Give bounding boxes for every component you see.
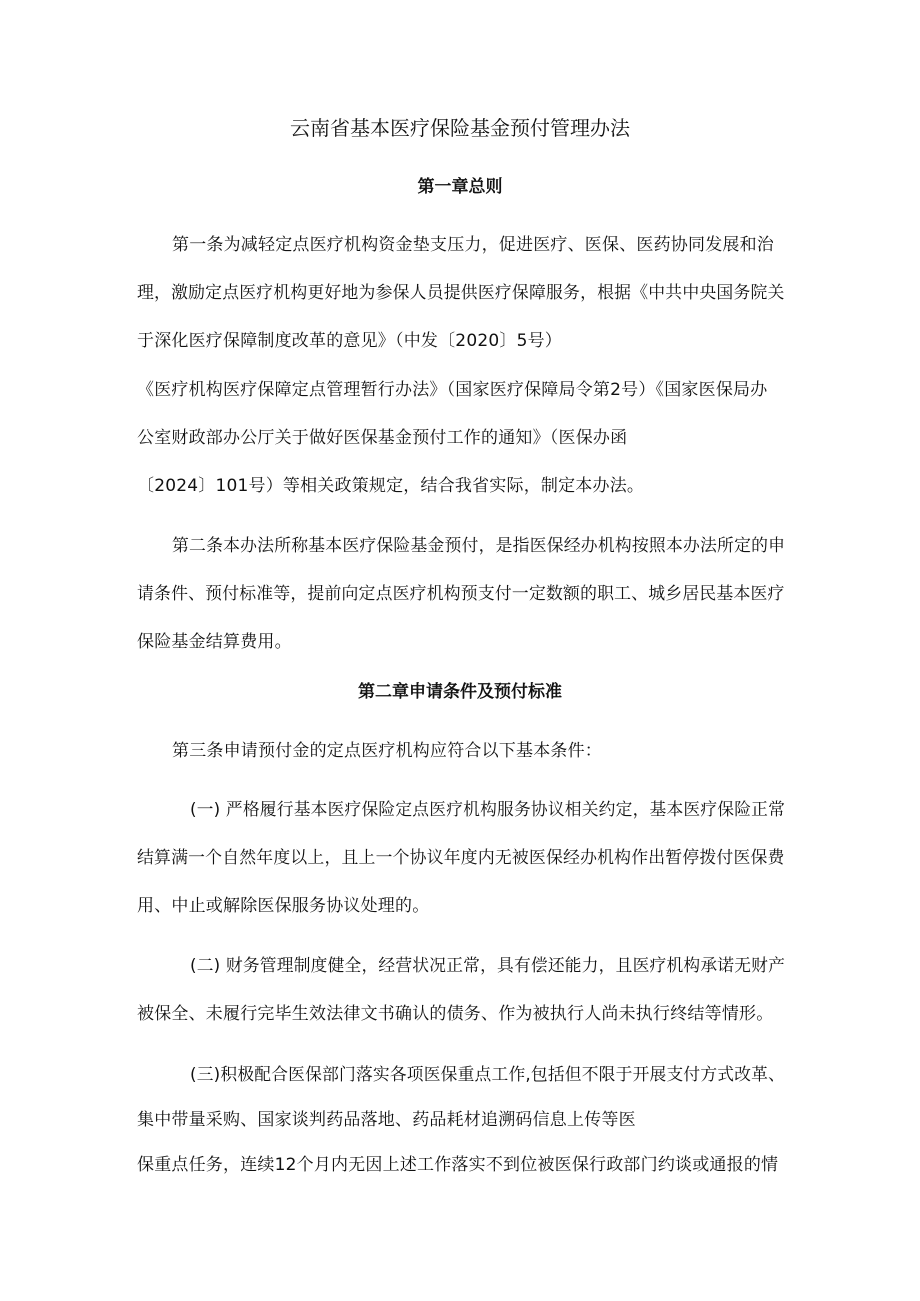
article-2-line: 保险基金结算费用。 [137,632,292,652]
article-1-line: 理，激励定点医疗机构更好地为参保人员提供医疗保障服务，根据《中共中央国务院关 [137,283,785,303]
article-2-line: 请条件、预付标准等，提前向定点医疗机构预支付一定数额的职工、城乡居民基本医疗 [137,584,785,604]
item-1-line: 用、中止或解除医保服务协议处理的。 [137,896,430,916]
article-1-line: 公室财政部办公厅关于做好医保基金预付工作的通知》（医保办函 [137,428,628,448]
article-2-line: 第二条本办法所称基本医疗保险基金预付，是指医保经办机构按照本办法所定的申 [172,536,786,556]
item-3-line: 保重点任务，连续12个月内无因上述工作落实不到位被医保行政部门约谈或通报的情 [137,1155,779,1175]
item-1-line: 结算满一个自然年度以上，且上一个协议年度内无被医保经办机构作出暂停拨付医保费 [137,848,785,868]
item-2-line: 被保全、未履行完毕生效法律文书确认的债务、作为被执行人尚未执行终结等情形。 [137,1004,774,1024]
document-title: 云南省基本医疗保险基金预付管理办法 [290,116,630,140]
item-3-line: 集中带量采购、国家谈判药品落地、药品耗材追溯码信息上传等医 [137,1110,636,1130]
article-1-line: 《医疗机构医疗保障定点管理暂行办法》（国家医疗保障局令第2号）《国家医保局办 [137,380,768,400]
item-2-line: (二) 财务管理制度健全，经营状况正常，具有偿还能力，且医疗机构承诺无财产 [190,956,786,976]
item-1-line: (一) 严格履行基本医疗保险定点医疗机构服务协议相关约定，基本医疗保险正常 [190,800,786,820]
article-1-line: 〔2024〕101号）等相关政策规定，结合我省实际，制定本办法。 [137,476,645,496]
chapter-heading-1: 第一章总则 [417,177,503,197]
item-3-line: (三)积极配合医保部门落实各项医保重点工作,包括但不限于开展支付方式改革、 [190,1065,786,1085]
chapter-heading-2: 第二章申请条件及预付标准 [358,682,562,702]
article-3-line: 第三条申请预付金的定点医疗机构应符合以下基本条件： [172,741,602,761]
article-1-line: 于深化医疗保障制度改革的意见》（中发〔2020〕5号） [137,331,562,351]
article-1-line: 第一条为减轻定点医疗机构资金垫支压力，促进医疗、医保、医药协同发展和治 [172,235,774,255]
